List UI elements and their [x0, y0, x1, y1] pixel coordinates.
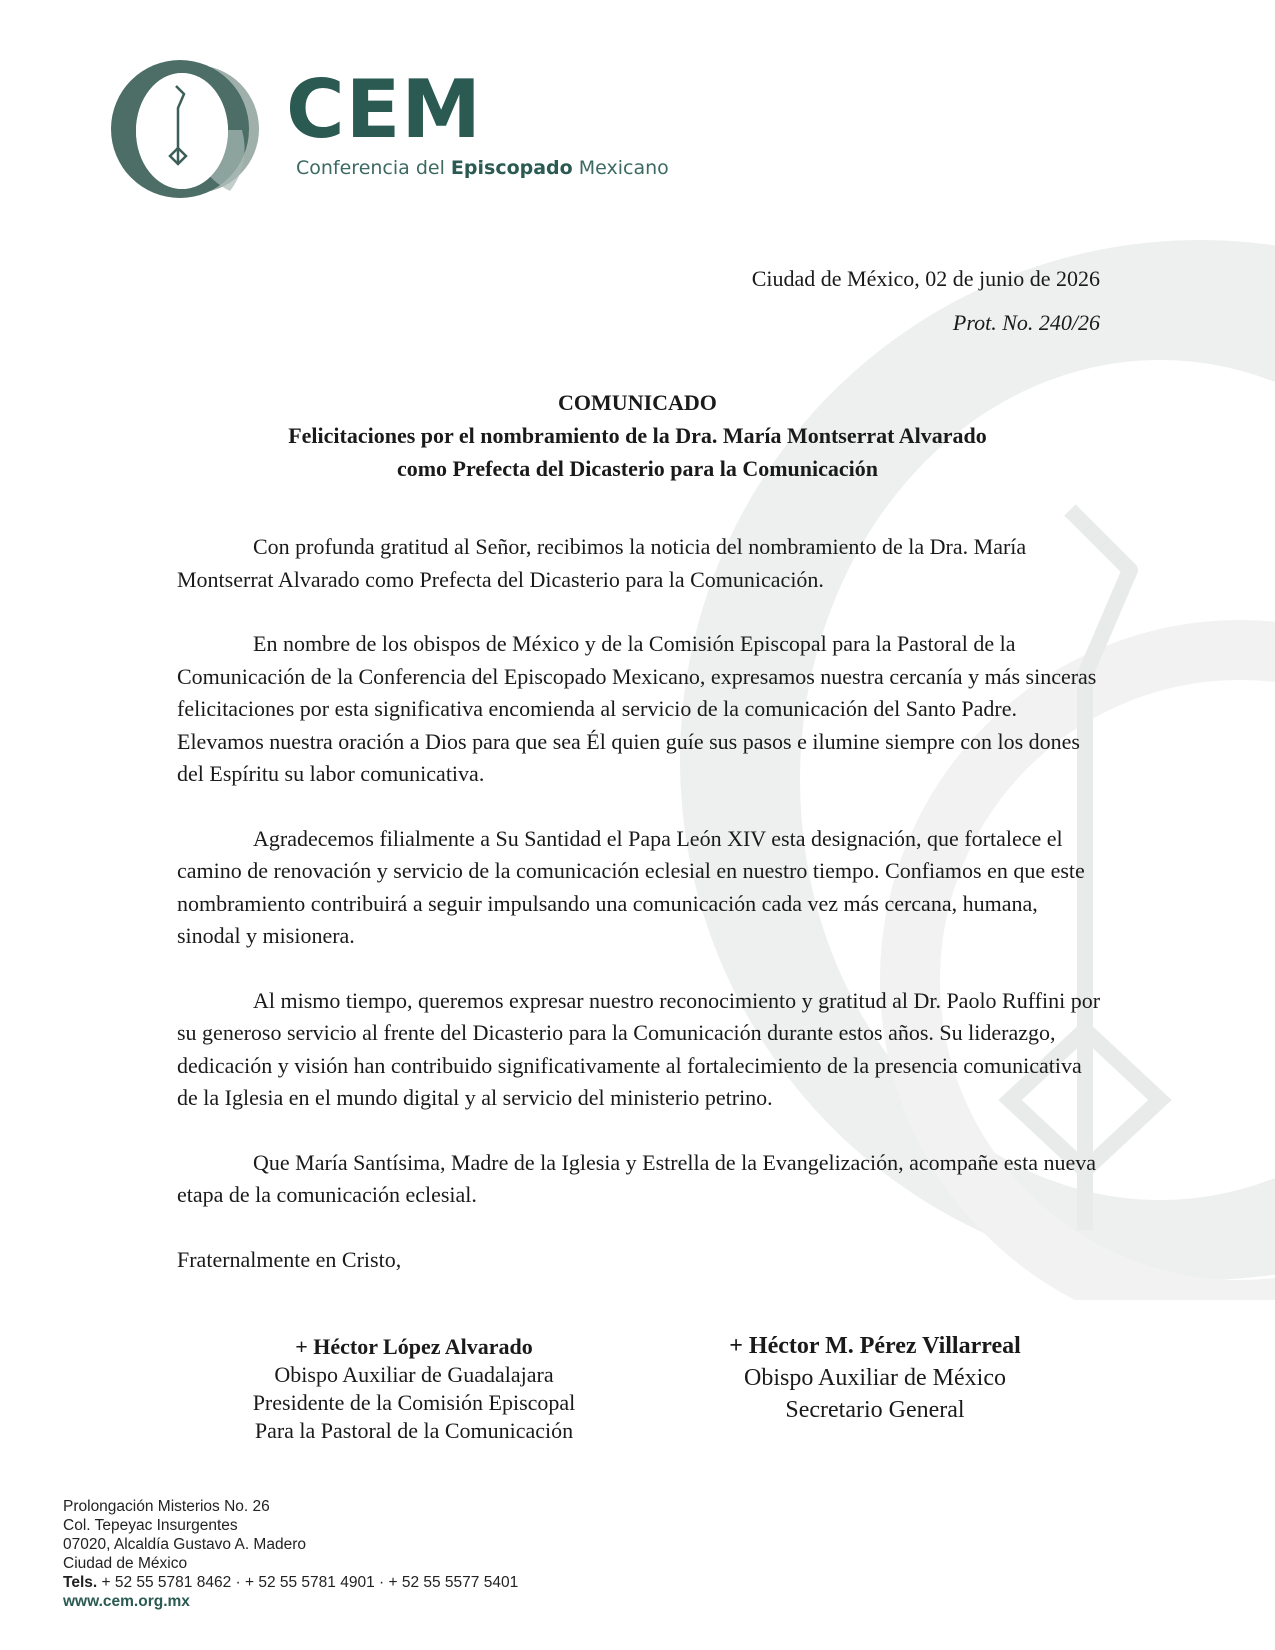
- website-link[interactable]: www.cem.org.mx: [63, 1593, 190, 1610]
- footer-address-line: 07020, Alcaldía Gustavo A. Madero: [63, 1536, 306, 1553]
- signatory-title: Obispo Auxiliar de México: [744, 1365, 1006, 1391]
- signatory-name: + Héctor M. Pérez Villarreal: [729, 1333, 1021, 1359]
- letter-body: [177, 531, 1102, 1308]
- place-date: Ciudad de México, 02 de junio de 2026: [751, 266, 1100, 291]
- footer-address-line: Ciudad de México: [63, 1555, 188, 1572]
- phones-label: Tels.: [63, 1574, 98, 1591]
- signature-block-right: [670, 1330, 1080, 1426]
- cem-logo: [110, 52, 270, 207]
- footer-address-line: Col. Tepeyac Insurgentes: [63, 1517, 238, 1534]
- subheading-line-1: Felicitaciones por el nombramiento de la Dra. María Montserrat Alvarado: [288, 423, 987, 448]
- org-subtitle-suffix: Mexicano: [578, 157, 669, 179]
- signatory-title: Obispo Auxiliar de Guadalajara: [274, 1362, 554, 1387]
- paragraph: En nombre de los obispos de México y de la Comisión Episcopal para la Pastoral de la Comunicación de la Conferencia del Episcopado Mexicano, expresamos nuestra cercanía y más sinceras felicitaciones por esta significativa encomienda al servicio de la comunicación del Santo Padre. Elevamos nuestra oración a Dios para que sea Él quien guíe sus pasos e ilumine siempre con los dones del Espíritu su labor comunicativa.: [177, 631, 1097, 786]
- signatory-title: Presidente de la Comisión Episcopal: [252, 1390, 576, 1415]
- paragraph: Al mismo tiempo, queremos expresar nuestro reconocimiento y gratitud al Dr. Paolo Ruffini por su generoso servicio al frente del Dicasterio para la Comunicación durante estos años. Su liderazgo, dedicación y visión han contribuido significativamente al fortalecimiento de la presencia comunicativa de la Iglesia en el mundo digital y al servicio del ministerio petrino.: [177, 987, 1101, 1110]
- protocol-number: Prot. No. 240/26: [952, 310, 1100, 335]
- org-subtitle-prefix: Conferencia del: [296, 157, 445, 179]
- org-acronym: CEM: [286, 63, 482, 156]
- footer-phones: [63, 1573, 518, 1592]
- communique-heading: COMUNICADO: [558, 390, 717, 415]
- closing: Fraternalmente en Cristo,: [177, 1246, 402, 1272]
- signatory-title: Para la Pastoral de la Comunicación: [254, 1418, 574, 1443]
- footer-address-line: Prolongación Misterios No. 26: [63, 1498, 270, 1515]
- paragraph: Agradecemos filialmente a Su Santidad el Papa León XIV esta designación, que fortalece el camino de renovación y servicio de la comunicación eclesial en nuestro tiempo. Confiamos en que este nombramiento contribuirá a seguir impulsando una comunicación cada vez más cercana, humana, sinodal y misionera.: [177, 825, 1085, 948]
- footer-contact: [63, 1497, 518, 1611]
- phone-numbers: + 52 55 5781 8462 · + 52 55 5781 4901 · + 52 55 5577 5401: [101, 1574, 519, 1591]
- paragraph: Que María Santísima, Madre de la Iglesia y Estrella de la Evangelización, acompañe esta nueva etapa de la comunicación eclesial.: [177, 1149, 1096, 1207]
- signature-block-left: [214, 1333, 614, 1445]
- subheading-line-2: como Prefecta del Dicasterio para la Comunicación: [396, 456, 879, 481]
- paragraph: Con profunda gratitud al Señor, recibimos la noticia del nombramiento de la Dra. María Montserrat Alvarado como Prefecta del Dicasterio para la Comunicación.: [177, 534, 1027, 592]
- signatory-name: + Héctor López Alvarado: [295, 1334, 533, 1359]
- org-full-name: [296, 157, 669, 179]
- signatory-title: Secretario General: [785, 1397, 965, 1423]
- org-subtitle-bold: Episcopado: [450, 157, 573, 179]
